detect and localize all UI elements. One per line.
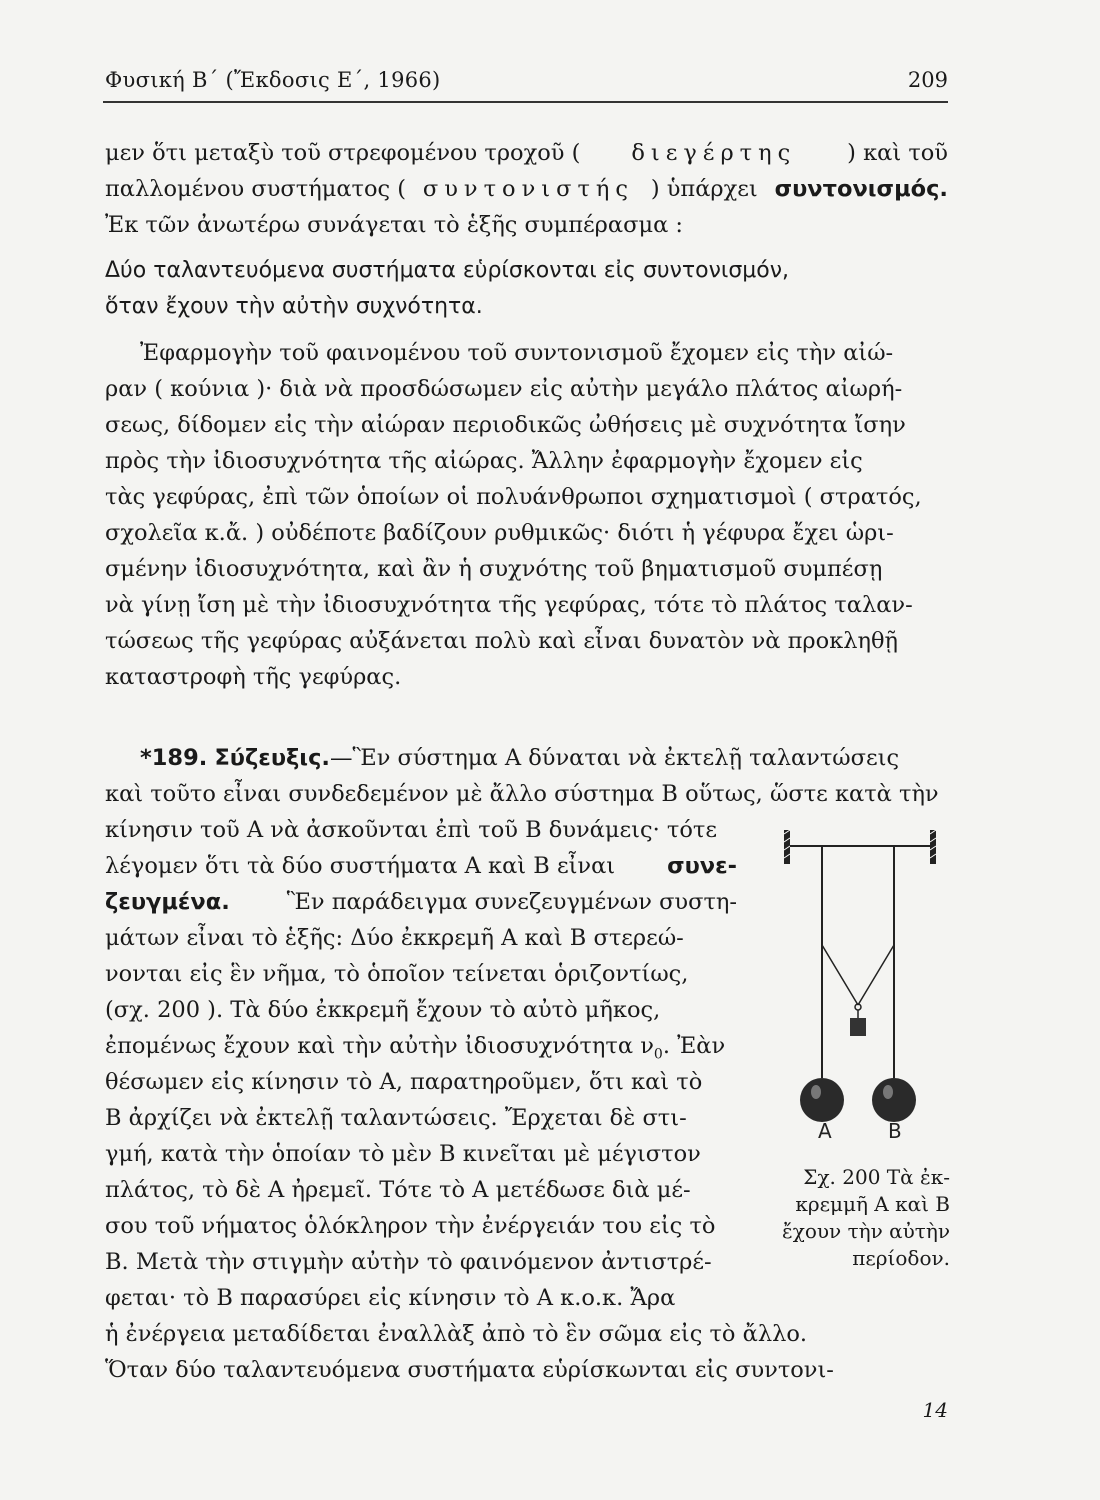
pendulum-b-bob (872, 1078, 916, 1122)
section-heading-line: *189. Σύζευξις.—Ἓν σύστημα Α δύναται νὰ ἐκτελῇ ταλαντώσεις (140, 745, 900, 771)
text-line: σχολεῖα κ.ἄ. ) οὐδέποτε βαδίζουν ρυθμικῶς· διότι ἡ γέφυρα ἔχει ὡρι- (105, 520, 894, 546)
text-line: γμή, κατὰ τὴν ὁποίαν τὸ μὲν Β κινεῖται μὲ μέγιστον (105, 1141, 701, 1167)
text-line: πλάτος, τὸ δὲ Α ἠρεμεῖ. Τότε τὸ Α μετέδωσε διὰ μέ- (105, 1177, 691, 1203)
text-line: σου τοῦ νήματος ὁλόκληρον τὴν ἐνέργειάν του εἰς τὸ (105, 1213, 716, 1239)
coupled-pendulums-figure (760, 800, 950, 1140)
text-line: Ἐκ τῶν ἀνωτέρω συνάγεται τὸ ἑξῆς συμπέρασμα : (105, 212, 683, 238)
text-line: Ὅταν δύο ταλαντευόμενα συστήματα εὑρίσκωνται εἰς συντονι- (105, 1357, 834, 1383)
text-line: ζευγμένα. Ἓν παράδειγμα συνεζευγμένων συστη- (105, 889, 737, 915)
signature-mark: 14 (922, 1398, 948, 1422)
rule-statement: Δύο ταλαντευόμενα συστήματα εὑρίσκονται εἰς συντονισμόν, (105, 258, 790, 283)
text-line: ἐπομένως ἔχουν καὶ τὴν αὐτὴν ἰδιοσυχνότητα $\nu_0$. Ἐὰν (105, 1033, 726, 1063)
text-line: φεται· τὸ Β παρασύρει εἰς κίνησιν τὸ Α κ.ο.κ. Ἄρα (105, 1285, 676, 1311)
text-line: μάτων εἶναι τὸ ἑξῆς: Δύο ἐκκρεμῆ Α καὶ Β στερεώ- (105, 925, 684, 951)
figure-caption: ἔχουν τὴν αὐτὴν (782, 1219, 950, 1243)
text-line: (σχ. 200 ). Τὰ δύο ἐκκρεμῆ ἔχουν τὸ αὐτὸ μῆκος, (105, 997, 661, 1023)
header-rule (103, 101, 948, 103)
section-title: Σύζευξις. (214, 745, 330, 771)
text-line: κίνησιν τοῦ Α νὰ ἀσκοῦνται ἐπὶ τοῦ Β δυνάμεις· τότε (105, 817, 717, 843)
left-wall-support (784, 830, 790, 864)
running-header: Φυσική Β΄ (Ἔκδοσις Ε΄, 1966) (105, 68, 441, 92)
text-line: νονται εἰς ἓν νῆμα, τὸ ὁποῖον τείνεται ὁριζοντίως, (105, 961, 689, 987)
text-line: ἡ ἐνέργεια μεταδίδεται ἐναλλὰξ ἀπὸ τὸ ἓν σῶμα εἰς τὸ ἄλλο. (105, 1321, 808, 1347)
text-line: καὶ τοῦτο εἶναι συνδεδεμένον μὲ ἄλλο σύστημα Β οὕτως, ὥστε κατὰ τὴν (105, 781, 939, 807)
coupling-thread-left (822, 945, 858, 1005)
text-line: μεν ὅτι μεταξὺ τοῦ στρεφομένου τροχοῦ ( διεγέρτης ) καὶ τοῦ (105, 140, 948, 166)
figure-caption: κρεμμῆ Α καὶ Β (795, 1192, 950, 1216)
rule-statement: ὅταν ἔχουν τὴν αὐτὴν συχνότητα. (105, 294, 483, 319)
text-line: παλλομένου συστήματος ( συντονιστής ) ὑπάρχει συντονισμός. (105, 176, 948, 202)
text-line: σμένην ἰδιοσυχνότητα, καὶ ἂν ἡ συχνότης τοῦ βηματισμοῦ συμπέσῃ (105, 556, 883, 582)
section-number: *189. (140, 745, 208, 771)
text-line: σεως, δίδομεν εἰς τὴν αἰώραν περιοδικῶς ὠθήσεις μὲ συχνότητα ἴσην (105, 412, 906, 438)
text-line: τὰς γεφύρας, ἐπὶ τῶν ὁποίων οἱ πολυάνθρωποι σχηματισμοὶ ( στρατός, (105, 484, 922, 510)
coupling-thread-right (858, 945, 894, 1005)
figure-caption: περίοδον. (852, 1246, 950, 1270)
page-number-header: 209 (907, 68, 948, 92)
figure-caption: Σχ. 200 Τὰ ἐκ- (803, 1165, 950, 1189)
text-line: Ἐφαρμογὴν τοῦ φαινομένου τοῦ συντονισμοῦ ἔχομεν εἰς τὴν αἰώ- (140, 340, 894, 366)
text-line: τώσεως τῆς γεφύρας αὐξάνεται πολὺ καὶ εἶναι δυνατὸν νὰ προκληθῇ (105, 628, 899, 654)
text-line: πρὸς τὴν ἰδιοσυχνότητα τῆς αἰώρας. Ἄλλην ἐφαρμογὴν ἔχομεν εἰς (105, 448, 863, 474)
coupling-weight (850, 1018, 866, 1036)
text-line: λέγομεν ὅτι τὰ δύο συστήματα Α καὶ Β εἶναι συνε- (105, 853, 737, 879)
pendulum-a-bob (800, 1078, 844, 1122)
text-line: θέσωμεν εἰς κίνησιν τὸ Α, παρατηροῦμεν, ὅτι καὶ τὸ (105, 1069, 703, 1095)
right-wall-support (930, 830, 936, 864)
text-line: Β ἀρχίζει νὰ ἐκτελῇ ταλαντώσεις. Ἔρχεται δὲ στι- (105, 1105, 687, 1131)
text-line: καταστροφὴ τῆς γεφύρας. (105, 664, 402, 690)
text-line: ραν ( κούνια )· διὰ νὰ προσδώσωμεν εἰς αὐτὴν μεγάλο πλάτος αἰωρή- (105, 376, 903, 402)
text-line: Β. Μετὰ τὴν στιγμὴν αὐτὴν τὸ φαινόμενον ἀντιστρέ- (105, 1249, 712, 1275)
label-a: A (818, 1119, 832, 1140)
text-line: νὰ γίνῃ ἴση μὲ τὴν ἰδιοσυχνότητα τῆς γεφύρας, τότε τὸ πλάτος ταλαν- (105, 592, 913, 618)
label-b: B (888, 1119, 902, 1140)
